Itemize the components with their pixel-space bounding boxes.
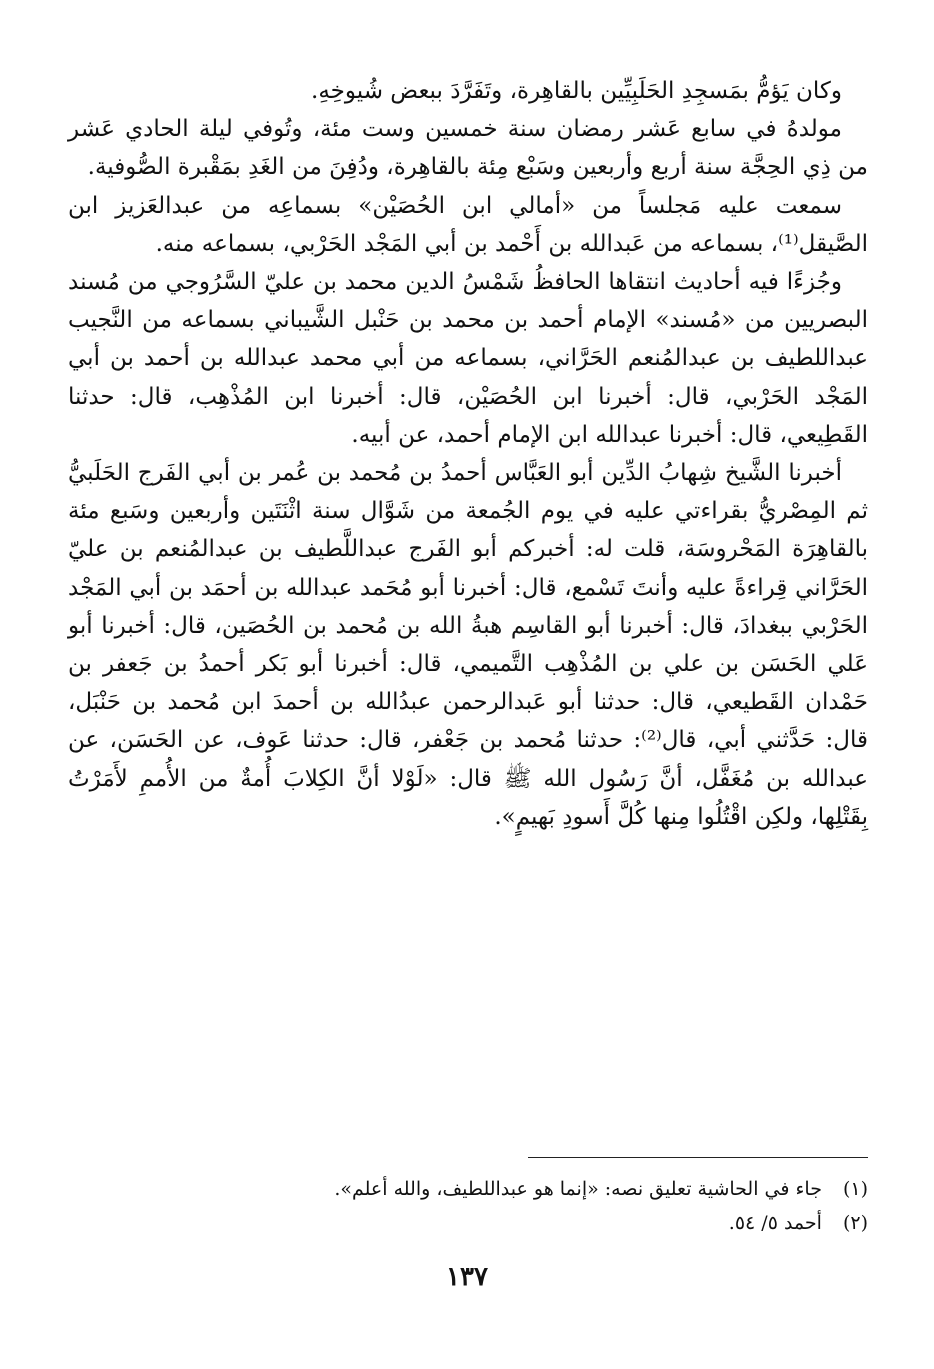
paragraph-5: أخبرنا الشَّيخ شِهابُ الدِّين أبو العَبَّاس أحمدُ بن مُحمد بن عُمر بن أبي الفَرج الحَلَبيُّ ثم المِصْريُّ بقراءتي عليه في يوم الجُمعة من شَوَّال سنة اثْنَتَين وأربعين وسَبع مئة بالقاهِرَة المَحْروسَة، قلت له: أخبركم أبو الفَرج عبداللَّطيف بن عبدالمُنعم بن عليّ الحَرَّاني قِراءةً عليه وأنتَ تَسْمع، قال: أخبرنا أبو مُحَمد عبدالله بن أحمَد بن أبي المَجْد الحَرْبي ببغدادَ، قال: أخبرنا أبو القاسِم هبةُ الله بن مُحمد بن الحُصَين، قال: أخبرنا أبو عَلي الحَسَن بن علي بن المُذْهِب التَّميمي، قال: أخبرنا أبو بَكر أحمدُ بن جَعفر بن حَمْدان القَطيعي، قال: حدثنا أبو عَبدالرحمن عبدُالله بن أحمدَ ابن مُحمد بن حَنْبَل، قال: حَدَّثني أبي، قال⁽²⁾: حدثنا مُحمد بن جَعْفر، قال: حدثنا عَوف، عن الحَسَن، عن عبدالله بن مُغَفَّل، أنَّ رَسُول الله ﷺ قال: «لَوْلا أنَّ الكِلابَ أُمةٌ من الأُممِ لأَمَرْتُ بِقَتْلِها، ولكِن اقْتُلُوا مِنها كُلَّ أَسودِ بَهيمٍ». xyxy=(68,460,868,830)
footnotes xyxy=(68,1172,868,1240)
footnote-2 xyxy=(68,1206,868,1240)
paragraph-1: وكان يَؤمُّ بمَسجِدِ الحَلَبِيِّين بالقاهِرة، وتَفَرَّدَ ببعض شُيوخِهِ. xyxy=(311,78,842,104)
paragraph-4: وجُزءًا فيه أحاديث انتقاها الحافظُ شَمْسُ الدين محمد بن عليّ السَّرُوجي من مُسند البصريين من «مُسند» الإمام أحمد بن محمد بن حَنْبل الشَّيباني بسماعه من النَّجيب عبداللطيف بن عبدالمُنعم الحَرَّاني، بسماعه من أبي محمد عبدالله بن أحمد بن أبي المَجْد الحَرْبي، قال: أخبرنا ابن الحُصَيْن، قال: أخبرنا ابن المُذْهِب، قال: حدثنا القَطِيعي، قال: أخبرنا عبدالله ابن الإمام أحمد، عن أبيه. xyxy=(68,269,868,448)
footnote-number: (١) xyxy=(842,1178,868,1200)
footnote-text: جاء في الحاشية تعليق نصه: «إنما هو عبداللطيف، والله أعلم». xyxy=(334,1178,822,1200)
footnote-divider xyxy=(528,1157,868,1158)
page-number: ١٣٧ xyxy=(446,1262,488,1292)
paragraph-2: مولدهُ في سابع عَشر رمضان سنة خمسين وست مئة، وتُوفي ليلة الحادي عَشر من ذِي الحِجَّة سنة أربع وأربعين وسَبْع مِئة بالقاهِرة، ودُفِنَ من الغَدِ بمَقْبرة الصُّوفية. xyxy=(68,116,868,181)
footnote-number: (٢) xyxy=(842,1212,868,1234)
footnote-text: أحمد ٥/ ٥٤. xyxy=(728,1212,822,1234)
paragraph-3: سمعت عليه مَجلساً من «أمالي ابن الحُصَيْن» بسماعِه من عبدالعَزيز ابن الصَّيقل⁽¹⁾، بسماعه من عَبدالله بن أَحْمد بن أبي المَجْد الحَرْبي، بسماعه منه. xyxy=(68,192,868,257)
footnote-1 xyxy=(68,1172,868,1206)
main-text xyxy=(68,72,868,836)
